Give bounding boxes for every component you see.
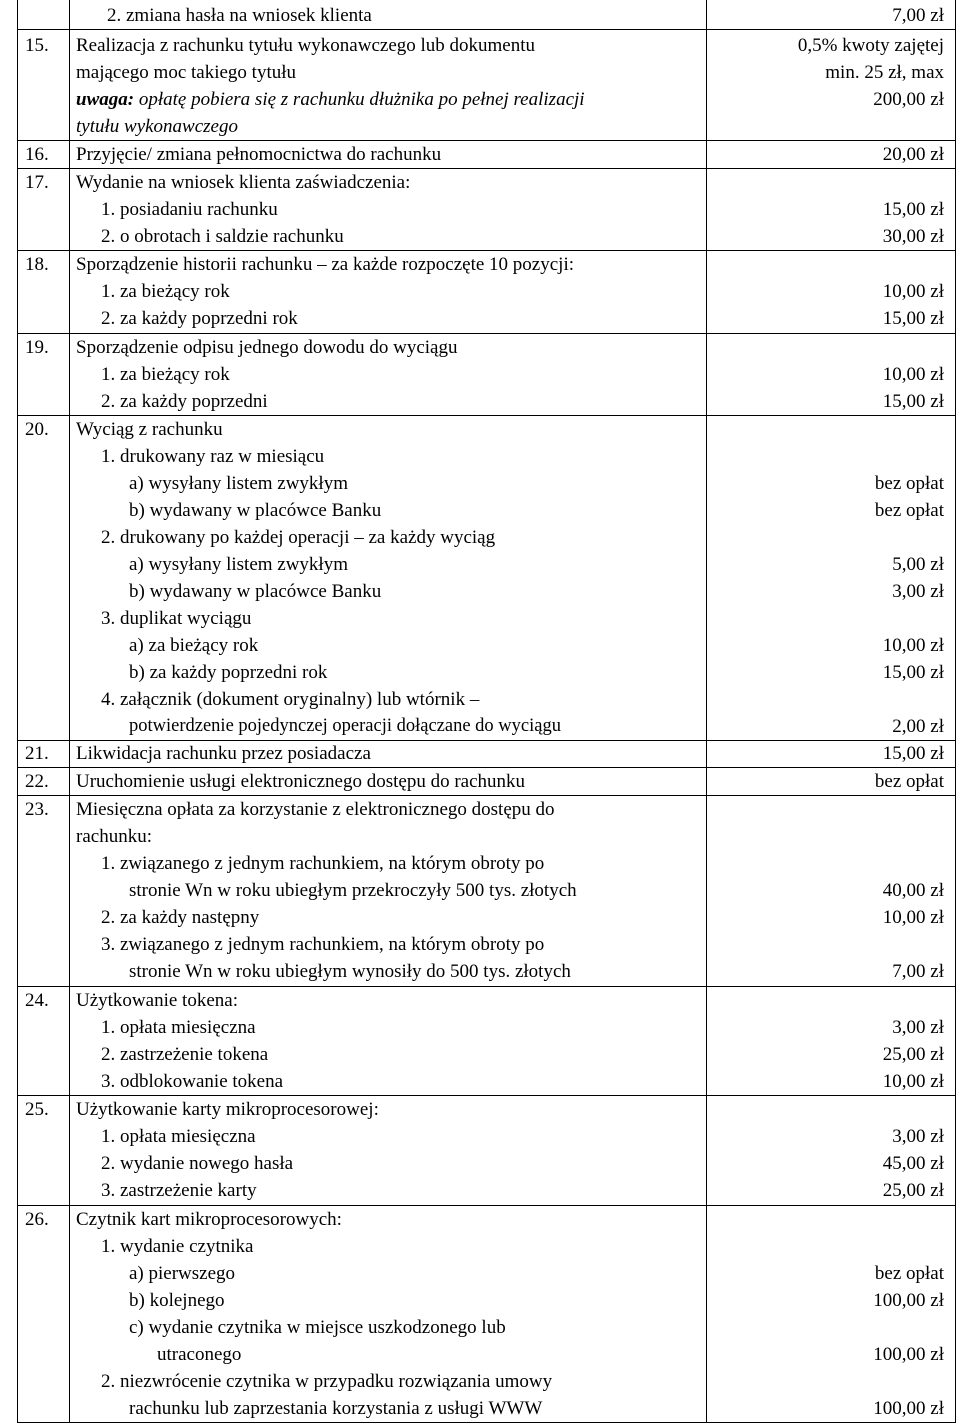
row-item: potwierdzenie pojedynczej operacji dołączane do wyciągu (129, 716, 561, 736)
row-item: 2. o obrotach i saldzie rachunku (101, 226, 344, 247)
row-price: bez opłat (874, 1263, 944, 1284)
row-number: 16. (25, 144, 49, 165)
row-title: Użytkowanie karty mikroprocesorowej: (76, 1099, 379, 1120)
row-subitem: b) kolejnego (129, 1290, 225, 1311)
row-price: 10,00 zł (882, 907, 944, 928)
table-row (17, 987, 956, 1096)
row-price: 100,00 zł (873, 1398, 944, 1419)
row-price: 45,00 zł (882, 1153, 944, 1174)
row-price: 3,00 zł (892, 1126, 944, 1147)
row-subitem: b) za każdy poprzedni rok (129, 662, 328, 683)
row-price: 200,00 zł (873, 89, 944, 110)
table-row (17, 416, 956, 741)
row-number: 17. (25, 172, 49, 193)
row-subitem: a) wysyłany listem zwykłym (129, 473, 348, 494)
row-item: 2. za każdy poprzedni (101, 391, 268, 412)
row-number: 24. (25, 990, 49, 1011)
row-price: 15,00 zł (882, 199, 944, 220)
row-price: bez opłat (874, 473, 944, 494)
row-item: 1. związanego z jednym rachunkiem, na którym obroty po (101, 853, 545, 874)
row-text: 2. zmiana hasła na wniosek klienta (107, 5, 372, 26)
row-price: 0,5% kwoty zajętej (797, 35, 944, 56)
row-item: 4. załącznik (dokument oryginalny) lub wtórnik – (101, 689, 480, 710)
row-price: bez opłat (874, 500, 944, 521)
row-price: 20,00 zł (882, 144, 944, 165)
row-price: 100,00 zł (873, 1290, 944, 1311)
note-label: uwaga: (76, 89, 135, 110)
row-price: bez opłat (874, 771, 944, 792)
row-title: Sporządzenie odpisu jednego dowodu do wyciągu (76, 337, 458, 358)
note-line (76, 86, 585, 113)
row-subitem: b) wydawany w placówce Banku (129, 581, 382, 602)
row-item: 2. za każdy następny (101, 907, 260, 928)
row-price: 10,00 zł (882, 635, 944, 656)
row-title: Czytnik kart mikroprocesorowych: (76, 1209, 342, 1230)
row-item: 1. wydanie czytnika (101, 1236, 254, 1257)
row-item: 3. zastrzeżenie karty (101, 1180, 257, 1201)
table-row (17, 1096, 956, 1206)
table-row (17, 251, 956, 334)
row-text: Uruchomienie usługi elektronicznego dostępu do rachunku (76, 771, 526, 792)
row-item: 2. niezwrócenie czytnika w przypadku rozwiązania umowy (101, 1371, 553, 1392)
row-price: 3,00 zł (892, 581, 944, 602)
row-price: min. 25 zł, max (825, 62, 944, 83)
row-number: 23. (25, 799, 49, 820)
row-title: rachunku: (76, 826, 152, 847)
row-price: 5,00 zł (892, 554, 944, 575)
table-row (17, 1206, 956, 1423)
table-row (17, 768, 956, 796)
row-item: 2. wydanie nowego hasła (101, 1153, 294, 1174)
row-title: Wydanie na wniosek klienta zaświadczenia: (76, 172, 411, 193)
row-number: 26. (25, 1209, 49, 1230)
row-number: 25. (25, 1099, 49, 1120)
row-number: 19. (25, 337, 49, 358)
row-price: 10,00 zł (882, 364, 944, 385)
row-item: 3. związanego z jednym rachunkiem, na którym obroty po (101, 934, 545, 955)
table-row (17, 169, 956, 251)
row-subitem: c) wydanie czytnika w miejsce uszkodzonego lub (129, 1317, 506, 1338)
row-number: 15. (25, 35, 49, 56)
row-price: 15,00 zł (882, 743, 944, 764)
row-item: 3. odblokowanie tokena (101, 1071, 284, 1092)
row-price: 25,00 zł (882, 1180, 944, 1201)
row-item: 2. za każdy poprzedni rok (101, 308, 298, 329)
row-price: 30,00 zł (882, 226, 944, 247)
row-item: rachunku lub zaprzestania korzystania z usługi WWW (129, 1398, 543, 1419)
table-row (17, 741, 956, 768)
row-item: 3. duplikat wyciągu (101, 608, 252, 629)
table-row (17, 0, 956, 30)
row-subitem: a) pierwszego (129, 1263, 236, 1284)
row-item: stronie Wn w roku ubiegłym przekroczyły 500 tys. złotych (129, 880, 577, 901)
row-title: Miesięczna opłata za korzystanie z elektronicznego dostępu do (76, 799, 555, 820)
row-text: mającego moc takiego tytułu (76, 62, 297, 83)
row-item: 2. drukowany po każdej operacji – za każdy wyciąg (101, 527, 496, 548)
row-price: 40,00 zł (882, 880, 944, 901)
row-number: 21. (25, 743, 49, 764)
row-number: 22. (25, 771, 49, 792)
table-row (17, 334, 956, 416)
row-price: 10,00 zł (882, 281, 944, 302)
row-price: 25,00 zł (882, 1044, 944, 1065)
row-subitem: a) wysyłany listem zwykłym (129, 554, 348, 575)
row-price: 3,00 zł (892, 1017, 944, 1038)
row-price: 7,00 zł (892, 961, 944, 982)
row-price: 15,00 zł (882, 391, 944, 412)
row-text: Likwidacja rachunku przez posiadacza (76, 743, 371, 764)
row-number: 18. (25, 254, 49, 275)
row-item: 1. opłata miesięczna (101, 1126, 256, 1147)
row-subitem: utraconego (157, 1344, 242, 1365)
row-text: Przyjęcie/ zmiana pełnomocnictwa do rachunku (76, 144, 442, 165)
row-item: 1. drukowany raz w miesiącu (101, 446, 325, 467)
row-price: 7,00 zł (892, 5, 944, 26)
row-price: 100,00 zł (873, 1344, 944, 1365)
table-row (17, 141, 956, 169)
row-title: Sporządzenie historii rachunku – za każde rozpoczęte 10 pozycji: (76, 254, 575, 275)
row-text: Realizacja z rachunku tytułu wykonawczego lub dokumentu (76, 35, 536, 56)
note-text: opłatę pobiera się z rachunku dłużnika po pełnej realizacji (138, 89, 585, 110)
row-item: 1. za bieżący rok (101, 364, 230, 385)
row-price: 2,00 zł (892, 716, 944, 737)
row-item: 1. za bieżący rok (101, 281, 230, 302)
row-subitem: a) za bieżący rok (129, 635, 259, 656)
row-price: 10,00 zł (882, 1071, 944, 1092)
note-text: tytułu wykonawczego (76, 116, 238, 137)
row-price: 15,00 zł (882, 662, 944, 683)
row-number: 20. (25, 419, 49, 440)
row-title: Użytkowanie tokena: (76, 990, 238, 1011)
row-item: 2. zastrzeżenie tokena (101, 1044, 269, 1065)
row-item: 1. opłata miesięczna (101, 1017, 256, 1038)
row-item: 1. posiadaniu rachunku (101, 199, 278, 220)
row-price: 15,00 zł (882, 308, 944, 329)
table-row (17, 796, 956, 987)
row-item: stronie Wn w roku ubiegłym wynosiły do 500 tys. złotych (129, 961, 571, 982)
table-row (17, 30, 956, 141)
row-title: Wyciąg z rachunku (76, 419, 223, 440)
row-subitem: b) wydawany w placówce Banku (129, 500, 382, 521)
